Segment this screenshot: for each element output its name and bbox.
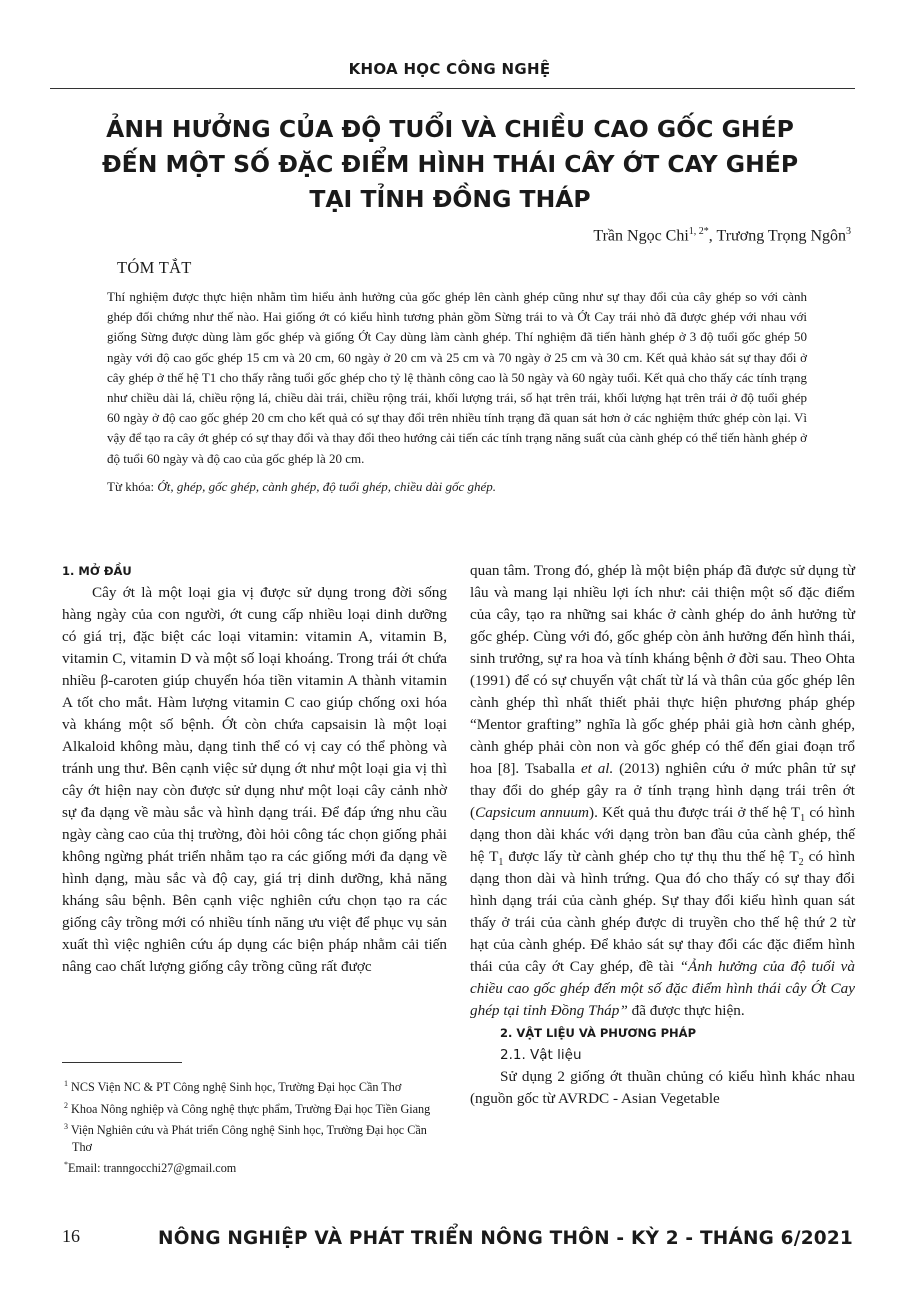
subscript: 2 — [798, 857, 804, 869]
keywords-list: Ớt, ghép, gốc ghép, cành ghép, độ tuổi ghép, chiều dài gốc ghép. — [157, 478, 497, 494]
author-1: Trần Ngọc Chi — [593, 227, 689, 245]
page-number: 16 — [62, 1226, 80, 1246]
footnote-text: Viện Nghiên cứu và Phát triển Công nghệ Sinh học, Trường Đại học Cần Thơ — [70, 1123, 427, 1154]
author-2-affil: 3 — [846, 226, 851, 237]
text-run: có hình dạng thon dài khác với dạng tròn ban đầu của cành ghép, thế hệ T — [470, 804, 855, 865]
intro-paragraph: Cây ớt là một loại gia vị được sử dụng trong đời sống hàng ngày của con người, ớt cung cấp nhiều loại dinh dưỡng có giá trị, đặc biệt các loại vitamin: vitamin A, vitamin B, vitamin C, vitamin D và một số loại khoáng. Trong trái ớt chứa nhiều β-caroten giúp chuyển hóa tiền vitamin A thành vitamin A tốt cho mắt. Hàm lượng vitamin C cao giúp chống oxi hóa và kháng một số bệnh. Ớt còn chứa capsaisin là một loại Alkaloid không màu, dạng tinh thể có vị cay có thể phòng và tránh ung thư. Bên cạnh việc sử dụng ớt như một loại gia vị thì cây ớt hiện nay còn được sử dụng như một loại cây cảnh nhờ sự đa dạng về màu sắc và hình dạng trái. Để đáp ứng nhu cầu ngày càng cao của thị trường, đòi hỏi công tác chọn giống phải không ngừng phát triển nhằm tạo ra các giống mới đa dạng về hình dạng, màu sắc và độ cay, giá trị dinh dưỡng, khả năng kháng sâu bệnh. Bên cạnh việc nghiên cứu chọn tạo ra các giống cây trồng mới có nhiều tính năng ưu việt để phục vụ sản xuất thì việc nghiên cứu áp dụng các biện pháp nhằm cải tiến nâng cao chất lượng giống cây trồng cũng rất được — [62, 584, 447, 975]
footnote-mark: 1 — [64, 1079, 68, 1088]
text-run: (2013) nghiên cứu ở mức phân tử sự thay đổi do ghép gây ra ở tính trạng hình dạng trái trên ớt ( — [470, 760, 856, 821]
footnote-mark: 2 — [64, 1100, 68, 1110]
footnote-mark: 3 — [64, 1122, 68, 1132]
header-rule — [50, 88, 855, 89]
subscript: 1 — [800, 813, 806, 825]
text-run: đã được thực hiện. — [627, 1002, 745, 1019]
subscript: 1 — [498, 857, 504, 869]
heading-methods: 2. VẬT LIỆU VÀ PHƯƠNG PHÁP — [500, 1026, 697, 1040]
authors — [593, 226, 851, 245]
text-run: ). Kết quả thu được trái ở thế hệ T — [589, 804, 801, 821]
title-line-3: TẠI TỈNH ĐỒNG THÁP — [309, 185, 591, 213]
journal-name: NÔNG NGHIỆP VÀ PHÁT TRIỂN NÔNG THÔN - KỲ 2 - THÁNG 6/2021 — [158, 1228, 853, 1249]
footnote-text: NCS Viện NC & PT Công nghệ Sinh học, Trường Đại học Cần Thơ — [71, 1080, 402, 1095]
footnote-rule — [62, 1062, 182, 1063]
title-line-1: ẢNH HƯỞNG CỦA ĐỘ TUỔI VÀ CHIỀU CAO GỐC GHÉP — [106, 115, 794, 143]
footnotes — [62, 1076, 442, 1179]
footnote-1 — [62, 1076, 442, 1096]
intro-continuation — [470, 560, 855, 1022]
text-run: quan tâm. Trong đó, ghép là một biện pháp đã được sử dụng từ lâu và mang lại nhiều lợi ích như: cải thiện một số đặc điểm của cây, tạo ra những sai khác ở cành ghép do ảnh hưởng từ gốc ghép. Cùng với đó, gốc ghép còn ảnh hưởng đến hình thái, sinh trưởng, sự ra hoa và tính kháng bệnh ở đời sau. Theo Ohta (1991) để có sự chuyển vật chất từ lá và thân của gốc ghép lên cành ghép thì nhất thiết phải thực hiện phương pháp ghép “Mentor grafting” nghĩa là gốc ghép phải già hơn cành ghép, cành ghép phải còn non và gốc ghép có thể đến giai đoạn trổ hoa [8]. Tsaballa — [470, 562, 855, 777]
abstract-heading: TÓM TẮT — [117, 258, 192, 277]
left-column — [62, 560, 447, 978]
species-name: Capsicum annuum — [475, 804, 590, 821]
text-run: có hình dạng thon dài và hình trứng. Qua đó cho thấy có sự thay đổi hình dạng trái của cành ghép. Sự thay đổi kiểu hình quan sát thấy ở trái của cành ghép được di truyền cho thế hệ thứ 2 từ hạt của cành ghép. Để khảo sát sự thay đổi các đặc điểm hình thái của cây ớt Cay ghép, đề tài — [470, 848, 855, 975]
keywords-label: Từ khóa: — [107, 478, 158, 494]
title-line-2: ĐẾN MỘT SỐ ĐẶC ĐIỂM HÌNH THÁI CÂY ỚT CAY GHÉP — [101, 150, 799, 178]
text-run: được lấy từ cành ghép cho tự thụ thu thế hệ T — [503, 848, 799, 865]
article-title — [40, 112, 860, 217]
footnote-email: Email: tranngocchi27@gmail.com — [68, 1161, 237, 1176]
right-column — [470, 560, 855, 1110]
keywords — [107, 477, 807, 497]
author-2: Trương Trọng Ngôn — [716, 227, 846, 245]
heading-introduction: 1. MỞ ĐẦU — [62, 564, 132, 578]
study-title: “Ảnh hưởng của độ tuổi và chiều cao gốc ghép đến một số đặc điểm hình thái cây Ớt Cay ghép tại tỉnh Đồng Tháp” — [470, 958, 855, 1019]
abstract-text: Thí nghiệm được thực hiện nhằm tìm hiểu ảnh hưởng của gốc ghép lên cành ghép cũng như sự thay đổi của cây ghép so với cành ghép đối chứng như thế nào. Hai giống ớt có kiểu hình tương phản gồm Sừng trái to và Ớt Cay trái nhỏ đã được ghép với nhau với giống Sừng được dùng làm gốc ghép và giống Ớt Cay dùng làm cành ghép. Thí nghiệm đã tiến hành ghép ở 3 độ tuổi gốc ghép 50 ngày với độ cao gốc ghép 15 cm và 20 cm, 60 ngày ở 20 cm và 25 cm và 70 ngày ở 25 cm và 30 cm. Kết quả khảo sát sự thay đổi ở cây ghép ở thế hệ T1 cho thấy rằng tuổi gốc ghép cho tỷ lệ thành công cao là 50 ngày và 60 ngày tuổi. Kết quả cho thấy các tính trạng như chiều dài lá, chiều rộng lá, chiều dài trái, chiều rộng trái, khối lượng trái, số hạt trên trái, khối lượng hạt trên trái ở độ tuổi ghép 60 ngày ở độ cao gốc ghép 20 cm cho kết quả có sự thay đổi trên nhiều tính trạng đã quan sát hơn ở các nghiệm thức ghép còn lại. Vì vậy để tạo ra cây ớt ghép có sự thay đổi và thay đổi theo hướng cải tiến các tính trạng năng suất của cành ghép có thể tiến hành ghép ở độ tuổi 60 ngày và độ cao của gốc ghép là 20 cm. — [107, 289, 808, 466]
et-al: et al. — [580, 760, 614, 777]
footnote-2 — [62, 1098, 442, 1118]
footnote-4 — [62, 1157, 442, 1177]
abstract — [107, 287, 807, 497]
section-tag: KHOA HỌC CÔNG NGHỆ — [348, 60, 551, 78]
footnote-mark: * — [64, 1160, 68, 1170]
materials-paragraph: Sử dụng 2 giống ớt thuần chủng có kiểu hình khác nhau (nguồn gốc từ AVRDC - Asian Vegetable — [470, 1068, 855, 1107]
footnote-text: Khoa Nông nghiệp và Công nghệ thực phẩm, Trường Đại học Tiền Giang — [71, 1101, 431, 1116]
heading-materials: 2.1. Vật liệu — [500, 1047, 582, 1063]
author-1-affil: 1, 2* — [688, 226, 709, 237]
footnote-3 — [62, 1119, 442, 1155]
author-separator: , — [708, 227, 717, 245]
